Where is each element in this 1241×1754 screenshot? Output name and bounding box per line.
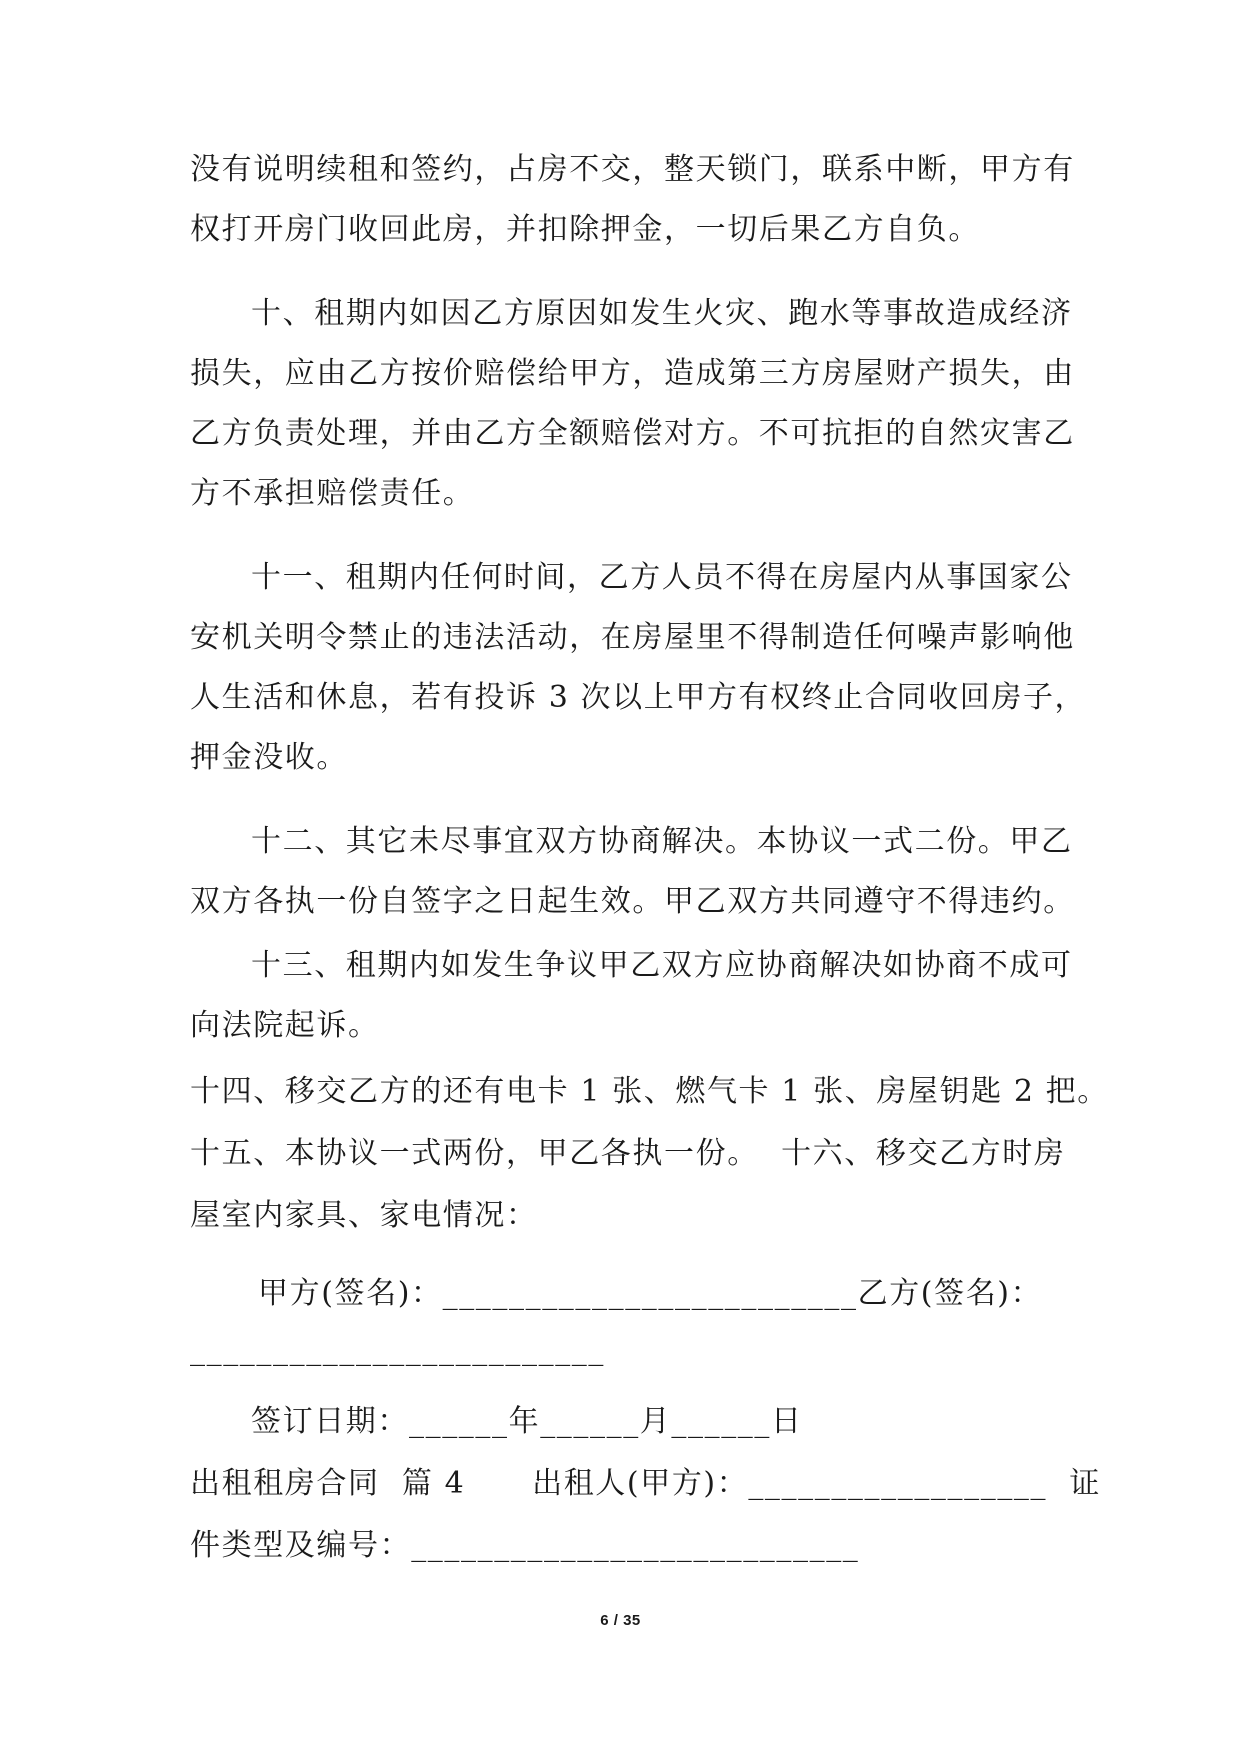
signature-line: 甲方(签名)：_________________________乙方(签名)： (258, 1276, 1043, 1311)
text-line: 人生活和休息，若有投诉 3 次以上甲方有权终止合同收回房子， (190, 680, 1087, 715)
paragraph-eleven-line: 十一、租期内任何时间，乙方人员不得在房屋内从事国家公 (251, 560, 1073, 595)
text-line: 权打开房门收回此房，并扣除押金，一切后果乙方自负。 (190, 212, 980, 247)
text-line: 方不承担赔偿责任。 (190, 476, 475, 511)
text-line: 损失，应由乙方按价赔偿给甲方，造成第三方房屋财产损失，由 (190, 356, 1075, 391)
text-line: 屋室内家具、家电情况： (190, 1198, 538, 1233)
signing-date-line: 签订日期：______年______月______日 (251, 1404, 803, 1439)
paragraph-fourteen-line: 十四、移交乙方的还有电卡 1 张、燃气卡 1 张、房屋钥匙 2 把。 (190, 1074, 1109, 1109)
text-line: 没有说明续租和签约，占房不交，整天锁门，联系中断，甲方有 (190, 152, 1075, 187)
text-line: 向法院起诉。 (190, 1008, 380, 1043)
paragraph-twelve-line: 十二、其它未尽事宜双方协商解决。本协议一式二份。甲乙 (251, 824, 1073, 859)
paragraph-ten-line: 十、租期内如因乙方原因如发生火灾、跑水等事故造成经济 (251, 296, 1073, 331)
page-number: 6 / 35 (600, 1612, 641, 1629)
paragraph-thirteen-line: 十三、租期内如发生争议甲乙双方应协商解决如协商不成可 (251, 948, 1073, 983)
text-line: 双方各执一份自签字之日起生效。甲乙双方共同遵守不得违约。 (190, 884, 1075, 919)
id-type-line: 件类型及编号：___________________________ (190, 1528, 860, 1563)
signature-blank-line: _________________________ (190, 1332, 605, 1367)
contract-heading-line: 出租租房合同 篇 4 出租人(甲方)：__________________ 证 (190, 1466, 1101, 1501)
paragraph-fifteen-line: 十五、本协议一式两份，甲乙各执一份。 十六、移交乙方时房 (190, 1136, 1066, 1171)
text-line: 乙方负责处理，并由乙方全额赔偿对方。不可抗拒的自然灾害乙 (190, 416, 1075, 451)
text-line: 押金没收。 (190, 740, 348, 775)
text-line: 安机关明令禁止的违法活动，在房屋里不得制造任何噪声影响他 (190, 620, 1075, 655)
